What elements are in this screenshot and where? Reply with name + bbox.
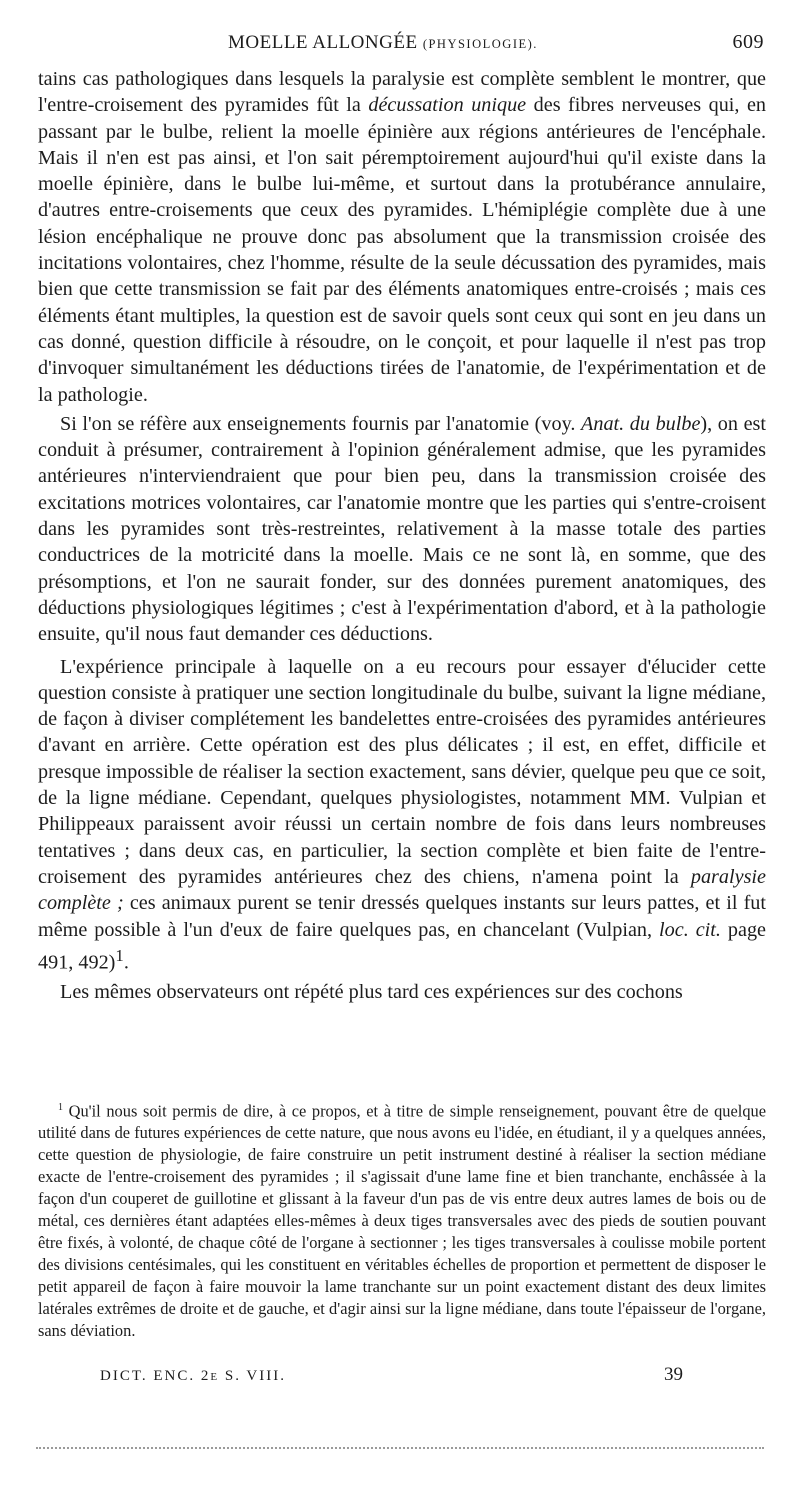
footnote-text: Qu'il nous soit permis de dire, à ce propos, et à titre de simple renseignement, pouvant être de quelque utilité dans de futures expériences de cette nature, que nous avons eu l'idée, en étudiant, il y a quelques années, cette question de physiologie, de faire construire un petit instrument destiné à réaliser la section médiane exacte de l'entre-croisement des pyramides ; il s'agissait d'une lame fine et bien tranchante, enchâssée à la façon d'un couperet de guillotine et glissant à la faveur d'un pas de vis entre deux autres lames de bois ou de métal, ces dernières étant adaptées elles-mêmes à deux tiges transversales avec des pieds de soutien pouvant être fixés, à volonté, de chaque côté de l'organe à sectionner ; les tiges transversales à coulisse mobile portent des divisions centésimales, qui les constituent en véritables échelles de proportion et permettent de disposer le petit appareil de façon à faire mouvoir la lame tranchante sur un point exactement distant des deux limites latérales extrêmes de droite et de gauche, et d'agir ainsi sur la ligne médiane, dans toute l'épaisseur de l'organe, sans déviation. (38, 1101, 766, 1341)
paragraph-1-text-b: des fibres nerveuses qui, en passant par le bulbe, relient la moelle épinière aux régions antérieures de l'encéphale. Mais il n'en est pas ainsi, et l'on sait péremptoirement aujourd'hui qu'il existe dans la moelle épinière, dans le bulbe lui-même, et surtout dans la protubérance annulaire, d'autres entre-croisements que ceux des pyramides. L'hémiplégie complète due à une lésion encéphalique ne prouve donc pas absolument que la transmission croisée des incitations volontaires, chez l'homme, résulte de la seule décussation des pyramides, mais bien que cette transmission se fait par des éléments anatomiques entre-croisés ; mais ces éléments étant multiples, la question est de savoir quels sont ceux qui sont en jeu dans un cas donné, question difficile à résoudre, on le conçoit, et pour laquelle il n'est pas trop d'invoquer simultanément les déductions tirées de l'anatomie, de l'expérimentation et de la pathologie. (38, 94, 766, 406)
paragraph-4-text-a: Les mêmes observateurs ont répété plus tard ces expériences sur des cochons (60, 980, 683, 1003)
paragraph-1 (38, 66, 766, 408)
paragraph-3-text-c: page 491, 492) (38, 918, 767, 974)
page-edge-divider (36, 1447, 764, 1449)
paragraph-3 (38, 654, 766, 976)
paragraph-2-text-a: Si l'on se réfère aux enseignements fournis par l'anatomie (voy. (60, 412, 582, 435)
running-head (38, 28, 764, 56)
paragraph-1-text-a: tains cas pathologiques dans lesquels la paralysie est complète semblent le montrer, que l'entre-croisement des pyramides fût la (38, 68, 766, 117)
sheet-number: 39 (664, 1364, 683, 1385)
paragraph-2-italic-reference: Anat. du bulbe (581, 412, 701, 435)
paragraph-2 (38, 411, 766, 648)
running-title-subtitle: (PHYSIOLOGIE). (422, 37, 538, 51)
body-text (38, 66, 766, 1005)
paragraph-3-italic-citation: loc. cit. (659, 918, 721, 941)
paragraph-3-text-b: ces animaux purent se tenir dressés quelques instants sur leurs pattes, et il fut même possible à l'un d'eux de faire quelques pas, en chancelant (Vulpian, (38, 892, 766, 941)
paragraph-2-text-b: ), on est conduit à présumer, contrairement à l'opinion généralement admise, que les pyramides antérieures n'interviendraient que pour bien peu, dans la transmission croisée des excitations motrices volontaires, car l'anatomie montre que les parties qui s'entre-croisent dans les pyramides sont très-restreintes, relativement à la masse totale des parties conductrices de la motricité dans la moelle. Mais ce ne sont là, en somme, que des présomptions, et l'on ne saurait fonder, sur des données purement anatomiques, des déductions physiologiques légitimes ; c'est à l'expérimentation d'abord, et à la pathologie ensuite, qu'il nous faut demander ces déductions. (38, 412, 766, 646)
paragraph-3-text-d: . (123, 951, 129, 974)
paragraph-3-text-a: L'expérience principale à laquelle on a eu recours pour essayer d'élucider cette question consiste à pratiquer une section longitudinale du bulbe, suivant la ligne médiane, de façon à diviser complétement les bandelettes entre-croisées des pyramides antérieures d'avant en arrière. Cette opération est des plus délicates ; il est, en effet, difficile et presque impossible de réaliser la section exactement, sans dévier, quelque peu que ce soit, de la ligne médiane. Cependant, quelques physiologistes, notamment MM. Vulpian et Philippeaux paraissent avoir réussi un certain nombre de fois dans leurs nombreuses tentatives ; dans deux cas, en particulier, la section complète et bien faite de l'entre-croisement des pyramides antérieures chez des chiens, n'amena point la (38, 655, 766, 888)
paragraph-3-italic-term: paralysie complète ; (38, 865, 766, 915)
printer-signature: DICT. ENC. 2e S. VIII. (100, 1368, 286, 1384)
footnote-marker: 1 (58, 1102, 63, 1113)
paragraph-1-italic-term: décussation unique (368, 94, 527, 117)
footnote-reference[interactable]: 1 (115, 945, 124, 965)
running-title-main: MOELLE ALLONGÉE (228, 32, 418, 53)
paragraph-4 (38, 979, 766, 1005)
footnote (38, 1097, 766, 1342)
page-number: 609 (732, 31, 764, 53)
running-title (228, 32, 538, 54)
